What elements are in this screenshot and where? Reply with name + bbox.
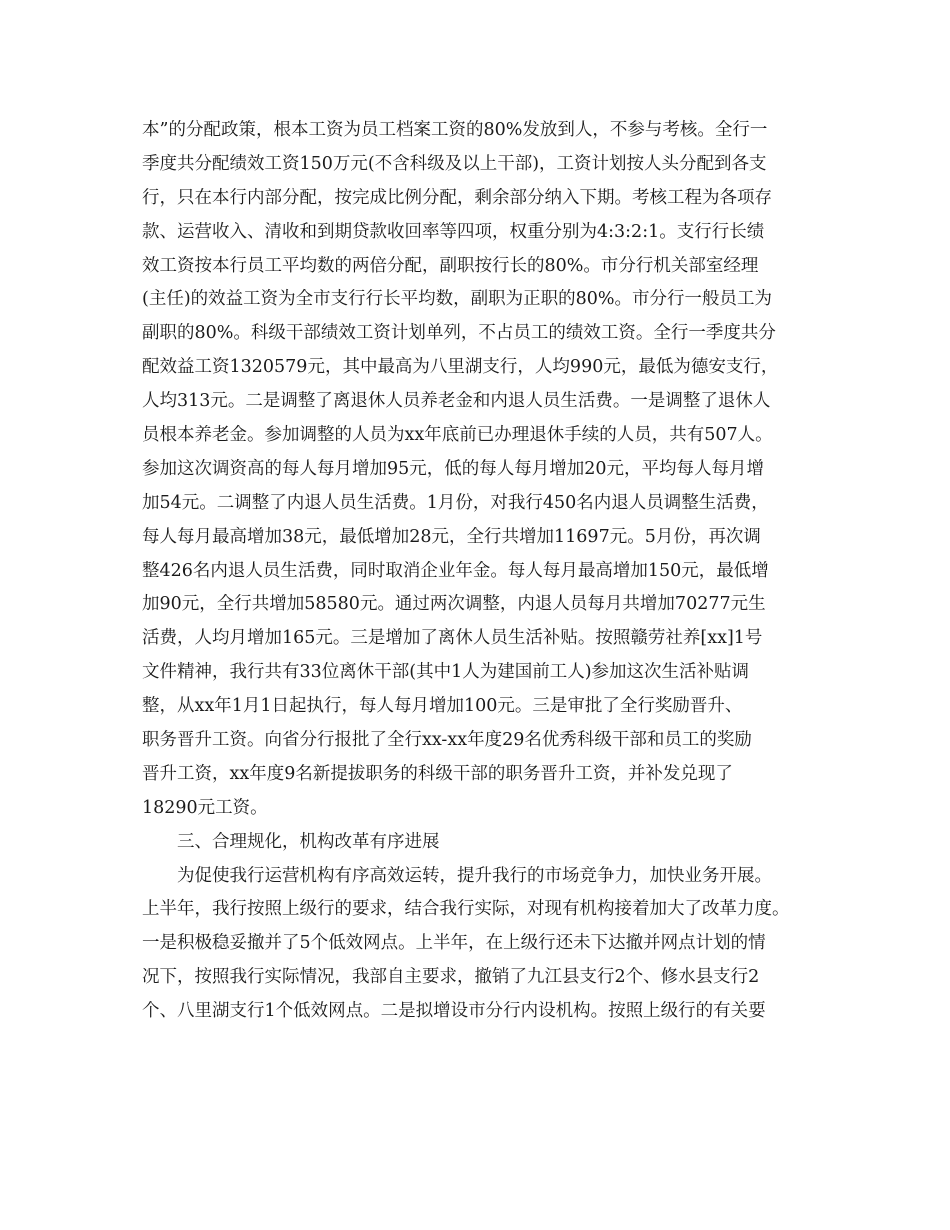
text-line: 配效益工资1320579元，其中最高为八里湖支行，人均990元，最低为德安支行， [142,357,779,378]
paragraph-first-line: 为促使我行运营机构有序高效运转，提升我行的市场竞争力，加快业务开展。 [177,865,772,886]
text-line: 参加这次调资高的每人每月增加95元，低的每人每月增加20元，平均每人每月增 [142,458,765,479]
text-line: 季度共分配绩效工资150万元(不含科级及以上干部)，工资计划按人头分配到各支 [142,153,767,174]
text-line: 加90元，全行共增加58580元。通过两次调整，内退人员每月共增加70277元生 [142,594,766,615]
text-line: 晋升工资，xx年度9名新提拔职务的科级干部的职务晋升工资，并补发兑现了 [142,763,733,784]
text-line: 整，从xx年1月1日起执行，每人每月增加100元。三是审批了全行奖励晋升、 [142,696,743,717]
text-line: 效工资按本行员工平均数的两倍分配，副职按行长的80%。市分行机关部室经理 [142,255,759,276]
text-line: 人均313元。二是调整了离退休人员养老金和内退人员生活费。一是调整了退休人 [142,391,771,412]
text-line: 活费，人均月增加165元。三是增加了离休人员生活补贴。按照赣劳社养[xx]1号 [142,628,763,649]
text-line: 一是积极稳妥撤并了5个低效网点。上半年，在上级行还未下达撤并网点计划的情 [142,933,766,954]
text-line: 职务晋升工资。向省分行报批了全行xx-xx年度29名优秀科级干部和员工的奖励 [142,730,752,751]
text-line: 副职的80%。科级干部绩效工资计划单列，不占员工的绩效工资。全行一季度共分 [142,323,776,344]
text-line: 18290元工资。 [142,797,268,818]
text-line: 员根本养老金。参加调整的人员为xx年底前已办理退休手续的人员，共有507人。 [142,425,773,446]
text-line: 个、八里湖支行1个低效网点。二是拟增设市分行内设机构。按照上级行的有关要 [142,1001,766,1022]
text-line: 每人每月最高增加38元，最低增加28元，全行共增加11697元。5月份，再次调 [142,526,761,547]
text-line: (主任)的效益工资为全市支行行长平均数，副职为正职的80%。市分行一般员工为 [142,289,773,310]
text-line: 款、运营收入、清收和到期贷款收回率等四项，权重分别为4:3:2:1。支行行长绩 [142,221,765,242]
section-heading: 三、合理规化，机构改革有序进展 [177,831,440,852]
text-line: 上半年，我行按照上级行的要求，结合我行实际，对现有机构接着加大了改革力度。 [142,899,790,920]
text-line: 文件精神，我行共有33位离休干部(其中1人为建国前工人)参加这次生活补贴调 [142,662,750,683]
text-line: 行，只在本行内部分配，按完成比例分配，剩余部分纳入下期。考核工程为各项存 [142,187,772,208]
text-line: 况下，按照我行实际情况，我部自主要求，撤销了九江县支行2个、修水县支行2 [142,967,760,988]
text-line: 整426名内退人员生活费，同时取消企业年金。每人每月最高增加150元，最低增 [142,560,769,581]
text-line: 加54元。二调整了内退人员生活费。1月份，对我行450名内退人员调整生活费， [142,492,769,513]
document-body [142,114,842,1029]
text-line: 本”的分配政策，根本工资为员工档案工资的80%发放到人，不参与考核。全行一 [142,120,768,140]
